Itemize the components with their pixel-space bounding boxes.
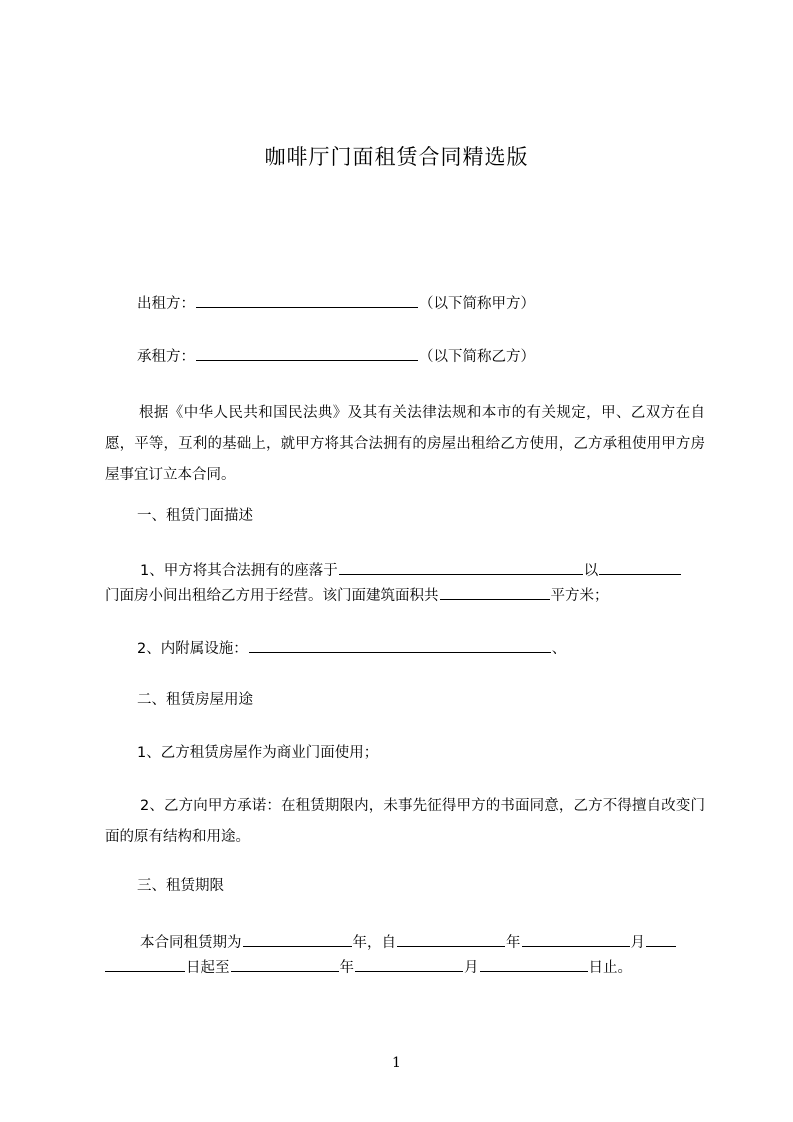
term-text-d: 月: [630, 935, 645, 951]
quantity-blank[interactable]: [599, 559, 681, 575]
start-year-blank[interactable]: [397, 931, 505, 947]
lessee-label: 承租方：: [137, 349, 195, 365]
clause-1-2-text-a: 2、内附属设施：: [137, 641, 248, 657]
clause-1-1-text-d: 平方米；: [550, 588, 609, 604]
start-day-blank-b[interactable]: [105, 956, 185, 972]
clause-2-2: 2、乙方向甲方承诺：在租赁期限内，未事先征得甲方的书面同意，乙方不得擅自改变门面的原有结构和用途。: [105, 798, 705, 845]
term-text-a: 本合同租赁期为: [140, 935, 242, 951]
section-1-heading: 一、租赁门面描述: [137, 508, 253, 524]
clause-1-1-text-c: 门面房小间出租给乙方用于经营。该门面建筑面积共: [105, 588, 439, 604]
clause-1-2-line: [137, 637, 705, 659]
term-text-b: 年，自: [352, 935, 396, 951]
clause-1-2-text-b: 、: [551, 641, 567, 657]
lessor-suffix: （以下简称甲方）: [419, 296, 535, 312]
end-year-blank[interactable]: [231, 956, 339, 972]
clause-1-1-text-a: 1、甲方将其合法拥有的座落于: [140, 563, 338, 579]
area-blank[interactable]: [440, 584, 550, 600]
lessor-label: 出租方：: [137, 296, 195, 312]
term-text-h: 日止。: [588, 960, 632, 976]
lessee-line: [137, 345, 705, 367]
section-3-heading: 三、租赁期限: [137, 878, 224, 894]
document-title: 咖啡厅门面租赁合同精选版: [264, 145, 529, 169]
term-text-c: 年: [506, 935, 521, 951]
clause-2-1: 1、乙方租赁房屋作为商业门面使用；: [137, 745, 379, 761]
term-text-g: 月: [464, 960, 479, 976]
end-month-blank[interactable]: [355, 956, 463, 972]
facilities-blank[interactable]: [249, 637, 551, 653]
page-number: 1: [392, 1055, 401, 1071]
location-blank[interactable]: [339, 559, 583, 575]
term-line-1: [140, 931, 705, 953]
term-text-e: 日起至: [186, 960, 230, 976]
end-day-blank[interactable]: [480, 956, 588, 972]
lessee-suffix: （以下简称乙方）: [419, 349, 535, 365]
preamble-paragraph: 根据《中华人民共和国民法典》及其有关法律法规和本市的有关规定，甲、乙双方在自愿，平等，互利的基础上，就甲方将其合法拥有的房屋出租给乙方使用，乙方承租使用甲方房屋事宜订立本合同。: [105, 405, 705, 483]
term-line-2: [105, 956, 705, 978]
term-years-blank[interactable]: [243, 931, 352, 947]
lessee-blank[interactable]: [196, 345, 418, 361]
clause-1-1-line-2: [105, 584, 705, 606]
clause-1-1-line-1: [140, 559, 705, 581]
lessor-blank[interactable]: [196, 292, 418, 308]
lessor-line: [137, 292, 705, 314]
clause-1-1-text-b: 以: [583, 563, 599, 579]
start-day-blank-a[interactable]: [646, 931, 676, 947]
term-text-f: 年: [339, 960, 354, 976]
section-2-heading: 二、租赁房屋用途: [137, 692, 253, 708]
start-month-blank[interactable]: [522, 931, 630, 947]
